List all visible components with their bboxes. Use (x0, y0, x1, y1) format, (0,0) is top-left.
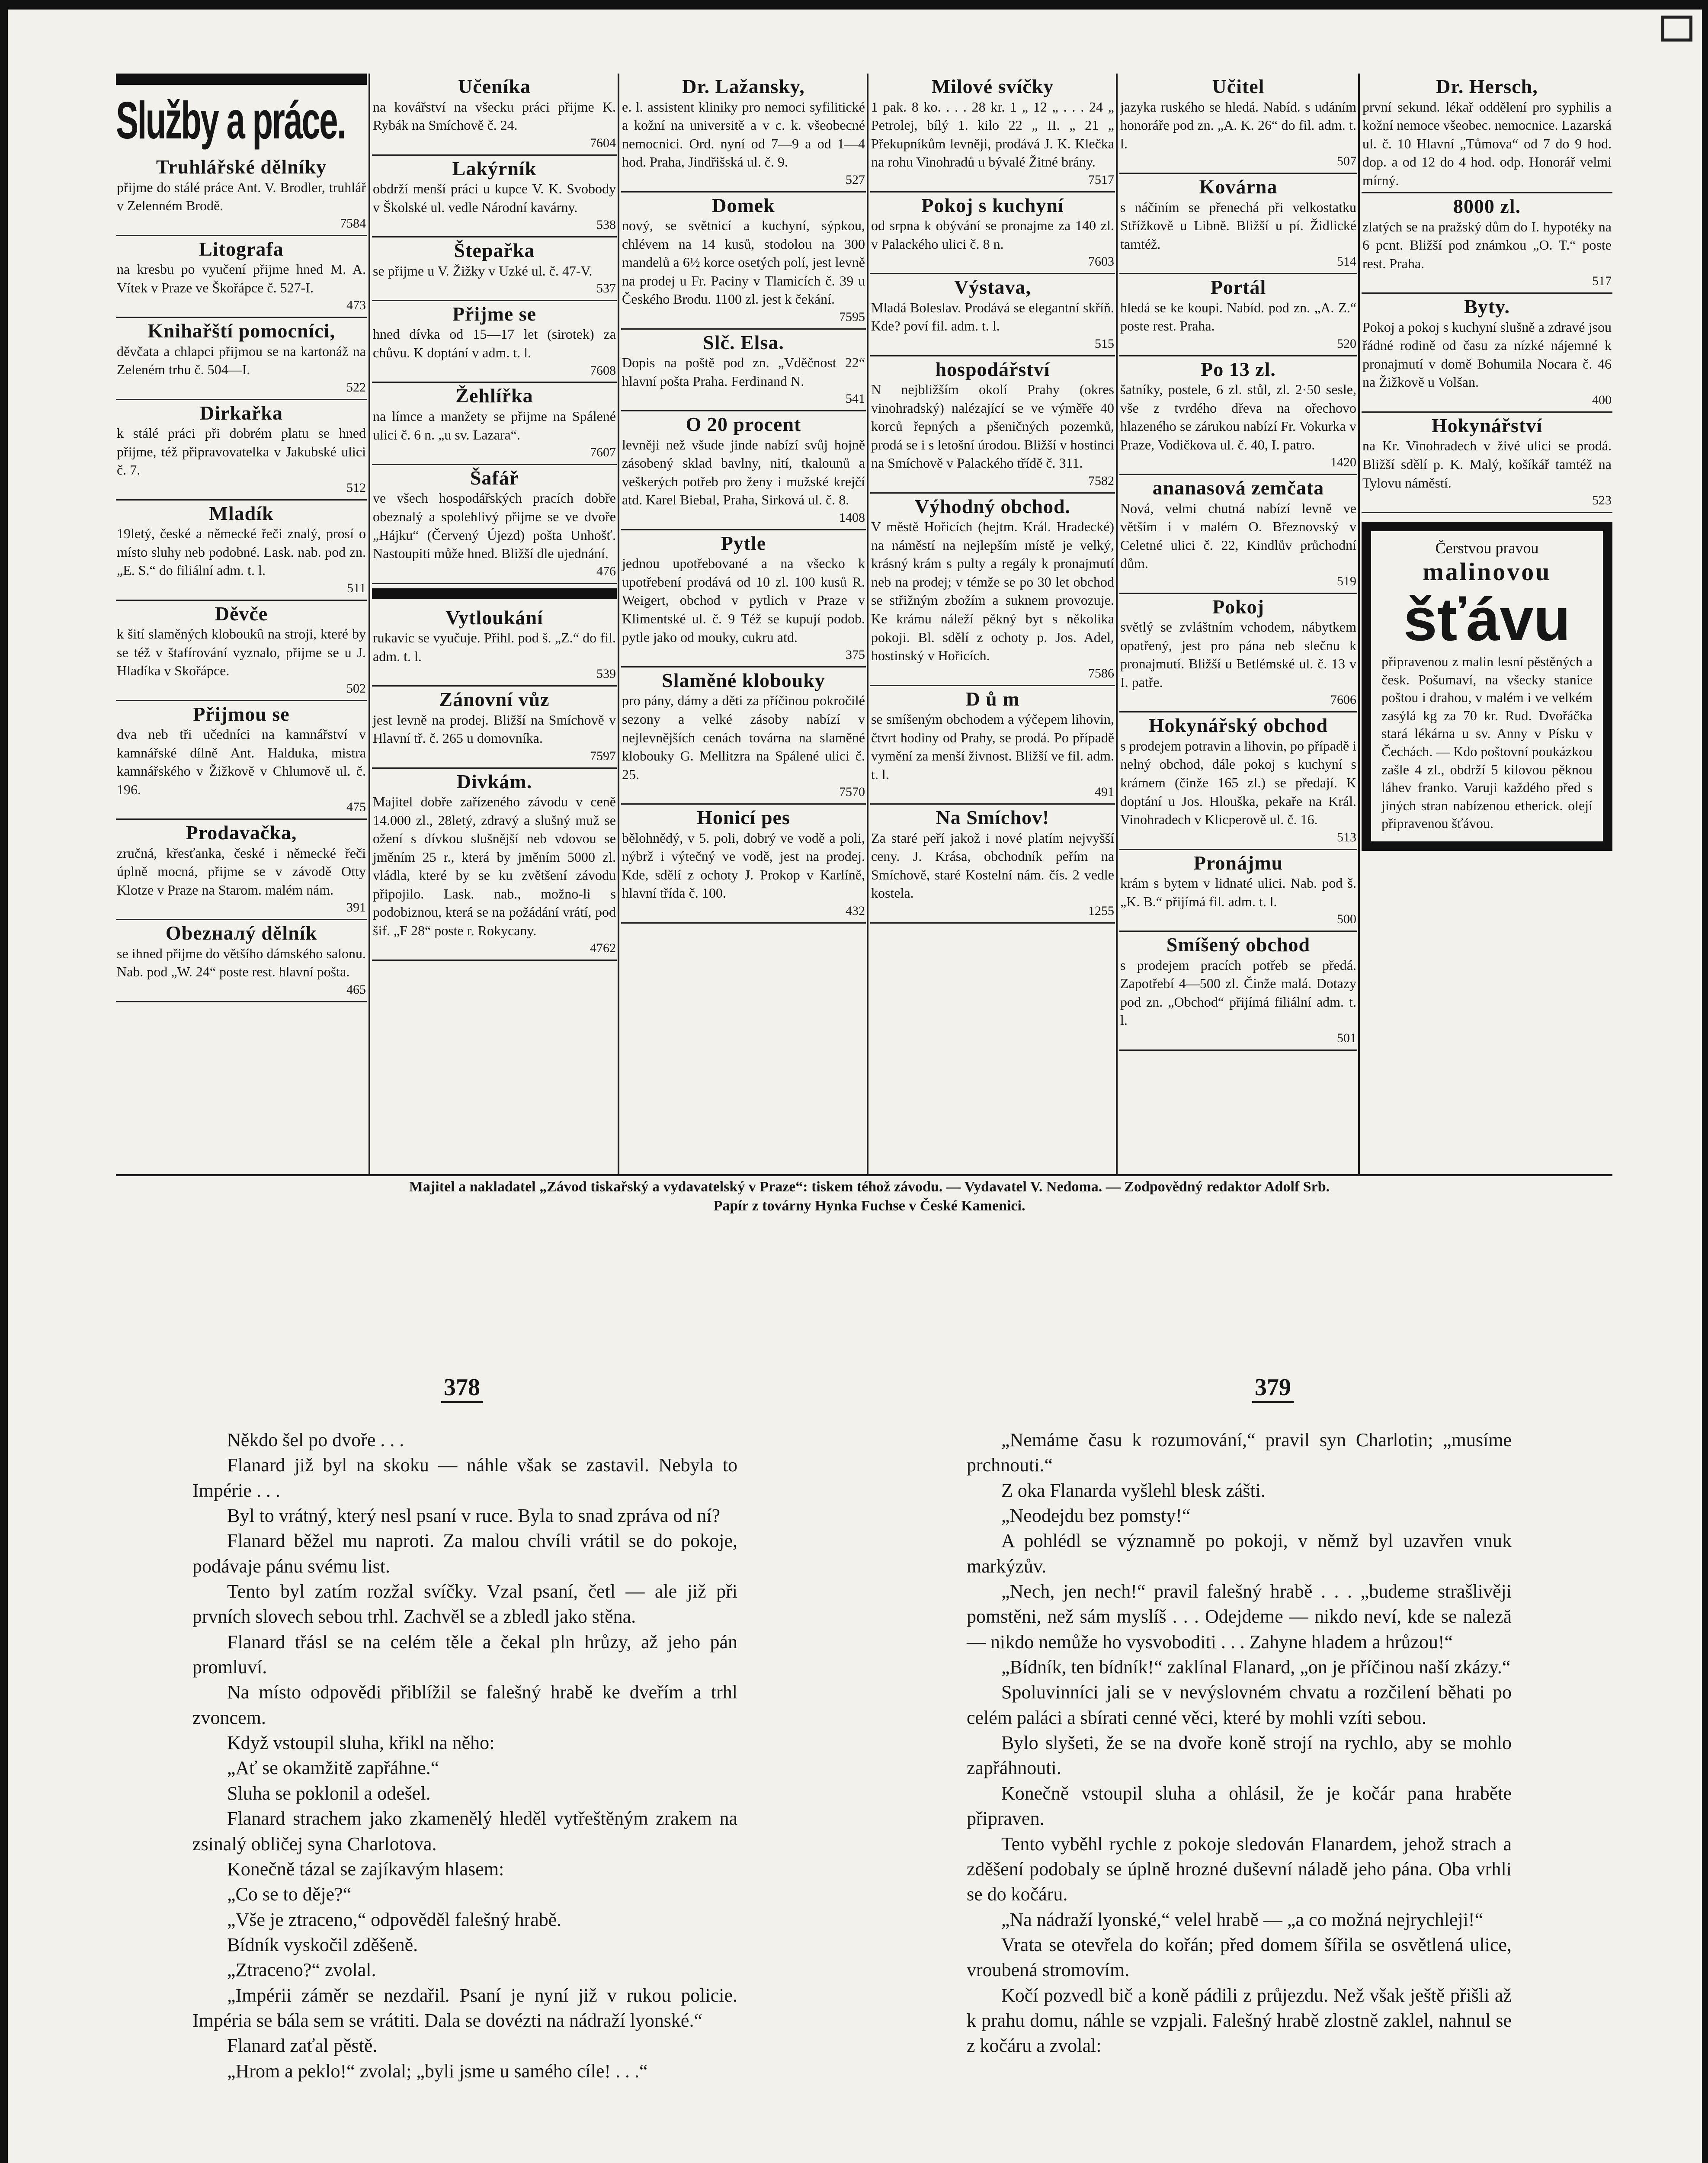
classified-ad (1119, 594, 1357, 713)
story-paragraph: Flanard zaťal pěstě. (227, 2035, 378, 2057)
classified-ad (372, 74, 617, 156)
ad-title: Knihařští pomocníci, (147, 320, 336, 342)
ad-code: 7517 (1088, 172, 1114, 187)
ad-title: Vytloukání (445, 606, 543, 629)
classified-ad (870, 74, 1115, 193)
story-paragraph: Někdo šel po dvoře . . . (227, 1429, 404, 1451)
story-paragraph: „Ztraceno?“ zvolal. (227, 1959, 376, 1981)
ad-text: V městě Hořicích (hejtm. Král. Hradecké) na náměstí na nejlepším místě je velký, krásný krám s pulty a regály k pronajmutí neb na prodej; v témže se po 30 let obchod se střižným zbožím a suknem provozuje. Ke krámu náleží pěkný byt s několika pokoji. Bl. sdělí z ochoty p. Jos. Adel, hostinský v Hořicích. (871, 519, 1114, 664)
story-paragraph: Spoluvinníci jali se v nevýslovném chvatu a rozčilení běhati po celém paláci a sbírati cenné věci, které by mohli vzíti sebou. (967, 1682, 1512, 1728)
ad-body (1120, 380, 1356, 471)
story-paragraph: „Na nádraží lyonské,“ velel hrabě — „a co možná nejrychleji!“ (1001, 1909, 1484, 1930)
classified-ad (372, 383, 617, 465)
classified-ad (372, 687, 617, 769)
ad-code: 507 (1337, 154, 1356, 169)
ad-text: na Kr. Vinohradech v živé ulici se prodá. Bližší sdělí p. K. Malý, košíkář tamtéž na Tylovu náměstí. (1362, 438, 1612, 491)
column-rule (867, 74, 868, 1175)
ad-title: ananasová zemčata (1152, 477, 1324, 499)
ad-code: 517 (1592, 274, 1612, 289)
ad-text: Za staré peří jakož i nové platím nejvyšší ceny. J. Krása, obchodník peřím na Smíchově, staré Kostelní nám. čís. 2 vedle kostela. (871, 830, 1114, 901)
story-paragraph: Když vstoupil sluha, křikl na něho: (227, 1732, 495, 1754)
ad-code: 519 (1337, 574, 1356, 588)
story-paragraph: Tento vyběhl rychle z pokoje sledován Flanardem, jehož strach a zděšení podobaly se úplně hrozné duševní náladě jeho pána. Oba vrhli se do kočáru. (967, 1833, 1512, 1905)
ad-text: s prodejem potravin a lihovin, po případě i nelný obchod, dále pokoj s kuchyní s krámem (činže 165 zl.) se předají. K doptání u Jos. Hlouška, pekaře na Král. Vinohradech v Klicperově ul. č. 16. (1120, 738, 1356, 828)
ad-code: 7582 (1088, 473, 1114, 488)
imprint-line-2: Papír z továrny Hynka Fuchse v České Kamenici. (713, 1198, 1025, 1214)
ad-body (373, 180, 616, 234)
ad-text: N nejbližším okolí Prahy (okres vinohradský) nalézající se ve výměře 40 korců řepných a pšeničných pozemků, prodá se i s letošní úrodou. Bližší v hostinci na Smíchově v Palackého třídě č. 311. (871, 382, 1114, 471)
ad-body (871, 98, 1114, 189)
ad-body (117, 342, 366, 396)
ad-code: 7586 (1088, 666, 1114, 680)
ad-code: 400 (1592, 393, 1612, 407)
classified-ad (116, 820, 367, 920)
imprint-footer (130, 1178, 1609, 1216)
classified-ad (372, 769, 617, 961)
ad-title: Přijmou se (193, 703, 290, 725)
scan-border-left (0, 0, 8, 2163)
ad-code: 514 (1337, 254, 1356, 269)
ad-body (1120, 198, 1356, 271)
ad-text: se ihned přijme do většího dámského salonu. Nab. pod „W. 24“ poste rest. hlavní pošta. (117, 945, 366, 980)
ad-body (373, 489, 616, 580)
ad-title: Lakýrník (452, 157, 537, 180)
ad-text: bělohnědý, v 5. poli, dobrý ve vodě a poli, nýbrž i výtečný ve vodě, jest na prodej. Kde, sdělí z ochoty J. Prokop v Karlíně, hlavní třída č. 100. (622, 830, 865, 901)
ad-title: Dirkařka (200, 401, 283, 424)
ad-code: 7595 (839, 309, 865, 324)
ad-title: Dr. Hersch, (1436, 75, 1538, 97)
ad-code: 7606 (1330, 693, 1356, 707)
ad-title: Učeníka (458, 75, 531, 97)
ad-title: Děvče (215, 602, 268, 625)
ad-body (871, 298, 1114, 353)
story-paragraph: „Vše je ztraceno,“ odpověděl falešný hrabě. (227, 1909, 562, 1930)
ad-text: hned dívka od 15—17 let (sirotek) za chůvu. K doptání v adm. t. l. (373, 326, 616, 361)
ad-body (1120, 874, 1356, 928)
ad-body (373, 262, 616, 297)
classified-ad (116, 154, 367, 236)
ad-code: 7584 (340, 216, 366, 231)
raspberry-juice-ad (1362, 522, 1612, 851)
ad-body (622, 353, 865, 408)
ad-title: Milové svíčky (931, 75, 1054, 97)
ad-body (1362, 318, 1612, 409)
ad-text: na kresbu po vyučení přijme hned M. A. Vítek v Praze ve Škořápce č. 527-I. (117, 261, 366, 295)
story-paragraph: „Bídník, ten bídník!“ zaklínal Flanard, „on je příčinou naší zkázy.“ (1001, 1656, 1511, 1678)
ad-body (117, 178, 366, 232)
ad-body (622, 554, 865, 664)
ad-text: s prodejem pracích potřeb se předá. Zapotřebí 4—500 zl. Činže malá. Dotazy pod zn. „Obchod“ přijímá filiální adm. t. l. (1120, 957, 1356, 1028)
ad-title: Slaměné klobouky (662, 669, 825, 691)
ad-code: 511 (347, 581, 366, 595)
classified-ad (621, 668, 866, 805)
ad-code: 4762 (590, 941, 616, 956)
ad-text: dva neb tři učedníci na kamnářství v kamnářské dílně Ant. Halduka, mistra kamnářského v Žižkově v Chlumově ul. č. 196. (117, 726, 366, 797)
ad-column-2 (372, 74, 617, 1175)
column-rule (369, 74, 370, 1175)
ad-title: Prodavačka, (186, 822, 297, 844)
classified-ad (1119, 932, 1357, 1051)
ad-text: Mladá Boleslav. Prodává se elegantní skříň. Kde? poví fil. adm. t. l. (871, 299, 1114, 334)
ad-body (1362, 436, 1612, 509)
story-paragraph: Konečně tázal se zajíkavým hlasem: (227, 1858, 504, 1880)
classified-ad (870, 686, 1115, 805)
classified-ad (372, 156, 617, 238)
ad-text: pro pány, dámy a děti za příčinou pokročilé sezony a velké zásoby nabízí v nejlevnějších cenách továrna na slaměné klobouky G. Mellitzra na Spálené ulici č. 25. (622, 693, 865, 782)
ad-body (1362, 98, 1612, 190)
ad-code: 520 (1337, 336, 1356, 351)
ad-code: 473 (346, 298, 366, 313)
ad-title: Divkám. (456, 770, 532, 793)
classified-ad (1362, 193, 1612, 294)
ad-title: Pronájmu (1193, 851, 1283, 874)
ad-title: Hokynářství (1431, 414, 1543, 436)
ad-body (871, 829, 1114, 920)
ad-title: Učitel (1212, 75, 1265, 97)
ad-text: levněji než všude jinde nabízí svůj hojně zásobený sklad bavlny, nití, tkalounů a veškerých potřeb pro ženy i mužské krejčí atd. Karel Biebal, Praha, Sirková ul. č. 8. (622, 436, 865, 508)
ad-body (117, 625, 366, 697)
ad-body (1120, 298, 1356, 353)
ad-title: Litografa (199, 237, 284, 260)
classified-ad (116, 236, 367, 318)
ad-code: 538 (596, 218, 616, 232)
boxed-ad-top: Čerstvou pravou (1435, 539, 1539, 557)
ad-body (622, 98, 865, 189)
ad-body (622, 829, 865, 920)
classified-ad (1119, 174, 1357, 274)
classified-ad (621, 411, 866, 530)
scan-border-top (0, 0, 1708, 10)
ad-text: obdrží menší práci u kupce V. K. Svobody v Školské ul. vedle Národní kavárny. (373, 181, 616, 215)
ad-body (871, 710, 1114, 801)
ad-text: se přijme u V. Žižky v Uzké ul. č. 47-V. (373, 263, 593, 279)
classified-ad (621, 330, 866, 412)
ad-title: Truhlářské dělníky (156, 156, 327, 178)
ad-text: Majitel dobře zařízeného závodu v ceně 14.000 zl., 28letý, zdravý a slušný muž se ožení s dívkou slušnější neb vdovou se jměním 25 r., která by jměním 5000 zl. vládla, které by se ku zvětšení závodu připojilo. Lask. nab., možno-li s podobiznou, která se na požádání vrátí, pod šif. „F 28“ poste r. Rokycany. (373, 794, 616, 938)
ad-code: 501 (1337, 1030, 1356, 1045)
ad-code: 7608 (590, 363, 616, 378)
ad-title: Šafář (470, 466, 519, 489)
ad-code: 7604 (590, 135, 616, 150)
classified-ad (1119, 74, 1357, 174)
classified-ad (870, 356, 1115, 494)
ad-title: hospodářství (935, 358, 1050, 380)
ad-text: děvčata a chlapci přijmou se na kartonáž na Zeleném trhu č. 504—I. (117, 343, 366, 378)
ad-text: zlatých se na pražský dům do I. hypotéky na 6 pcnt. Bližší pod známkou „O. T.“ poste rest. Praha. (1362, 218, 1612, 271)
ad-text: jest levně na prodej. Bližší na Smíchově v Hlavní tř. č. 265 u domovníka. (373, 712, 616, 746)
ad-title: Zánovní vůz (439, 688, 550, 711)
classified-ad (621, 805, 866, 924)
ad-body (117, 944, 366, 998)
ad-title: Smíšený obchod (1166, 934, 1311, 956)
scan-border-right (1702, 0, 1708, 2163)
classified-ad (116, 400, 367, 501)
ad-body (117, 524, 366, 597)
ad-text: 19letý, české a německé řeči znalý, prosí o místo sluhy neb podobné. Lask. nab. pod zn. „E. S.“ do filiální adm. t. l. (117, 526, 366, 578)
ad-code: 476 (596, 564, 616, 578)
ad-body (871, 380, 1114, 490)
classified-ad (1119, 712, 1357, 850)
ad-text: světlý se zvláštním vchodem, nábytkem opatřený, jest pro pána neb slečnu k pronajmutí. Bližší u Betlémské ul. č. 13 v I. patře. (1120, 619, 1356, 690)
story-paragraph: „Nech, jen nech!“ pravil falešný hrabě . . . „budeme strašlivěji pomstěni, než sám myslíš . . . Odejdeme — nikdo neví, kde se naleză — nikdo nemůže ho vysvoboditi . . . Zahyne hladem a hrůzou!“ (967, 1581, 1512, 1653)
ad-text: na kovářství na všecku práci přijme K. Rybák na Smíchově č. 24. (373, 99, 616, 133)
ad-code: 7603 (1088, 254, 1114, 269)
classified-ad (116, 701, 367, 820)
classified-ad (372, 605, 617, 687)
ad-text: 1 pak. 8 ko. . . . 28 kr. 1 „ 12 „ . . . 24 „ Petrolej, bílý 1. kilo 22 „ II. „ 21 „ Překupníkům levněji, prodává J. K. Klečka na rohu Vinohradů u bývalé Žitné brány. (871, 99, 1114, 170)
classified-ad (621, 193, 866, 330)
ad-body (373, 629, 616, 683)
ad-title: Kovárna (1199, 176, 1278, 198)
boxed-ad-body: připravenou z malin lesní pěstěných a česk. Pošumaví, na všecky stanice poštou i drahou, v malém i ve velkém zasýlá kg za 70 kr. Rud. Dvořáčka stará lékárna u sv. Anny v Písku v Čechách. — Kdo poštovní poukázkou zašle 4 zl., obdrží 5 kilovou pěknou láhev franko. Varuji každého před s jiných stran nabízenou etherick. olejí připravenou šťávou. (1381, 653, 1593, 831)
ad-text: od srpna k obývání se pronajme za 140 zl. v Palackého ulici č. 8 n. (871, 218, 1114, 252)
story-paragraph: Kočí pozvedl bič a koně pádili z průjezdu. Než však ještě přišli až k prahu domu, náhle se vzpjali. Falešný hrabě zlostně zaklel, nahnul se z kočáru a zvolal: (967, 1984, 1512, 2057)
boxed-ad-mid: malinovou (1423, 557, 1551, 586)
classified-ad (116, 920, 367, 1002)
ad-body (622, 691, 865, 801)
classified-ad (1119, 475, 1357, 594)
ad-code: 491 (1095, 785, 1114, 799)
classified-ad (621, 74, 866, 193)
ad-text: se smíšeným obchodem a výčepem lihovin, čtvrt hodiny od Prahy, se prodá. Po případě vymění za menší živnost. Bližší ve fil. adm. t. l. (871, 711, 1114, 782)
ad-code: 515 (1095, 336, 1114, 351)
ad-body (1120, 956, 1356, 1047)
classified-ad (1362, 294, 1612, 413)
ad-body (373, 325, 616, 379)
ad-code: 475 (346, 800, 366, 815)
ad-title: Po 13 zl. (1201, 358, 1276, 380)
ad-text: Nová, velmi chutná nabízí levně ve větším i v malém O. Březnovský v Celetné ulici č. 22, Kindlův průchodní dům. (1120, 500, 1356, 571)
ad-code: 522 (346, 380, 366, 395)
ad-column-5 (1119, 74, 1357, 1175)
story-paragraph: Tento byl zatím rozžal svíčky. Vzal psaní, četl — ale již při prvních slovech sebou trhl. Zachvěl se a zbledl jako stěna. (192, 1581, 737, 1627)
ad-code: 465 (346, 982, 366, 997)
ad-title: Hokynářský obchod (1148, 714, 1328, 737)
ad-text: šatníky, postele, 6 zl. stůl, zl. 2·50 sesle, vše z tvrdého dřeva na ořechovo hlazeného se zárukou nabízí Fr. Vokurka v Praze, Vodičkova ul. č. 40, I. patro. (1120, 382, 1356, 452)
ad-code: 7607 (590, 445, 616, 460)
ad-body (373, 793, 616, 957)
ad-body (117, 844, 366, 917)
story-paragraph: „Impérii záměr se nezdařil. Psaní je nyní již v rukou policie. Impéria se bála sem se vrátiti. Dala se dovézti na nádraží lyonské.“ (192, 1984, 737, 2031)
imprint-line-1: Majitel a nakladatel „Závod tiskařský a vydavatelský v Praze“: tiskem téhož závodu. — Vydavatel V. Nedoma. — Zodpovědný redaktor Adolf Srb. (409, 1179, 1330, 1195)
ad-title: Portál (1210, 276, 1266, 298)
ad-code: 500 (1337, 912, 1356, 927)
ad-title: Domek (712, 194, 775, 216)
masthead-bar (116, 74, 367, 85)
ad-text: přijme do stálé práce Ant. V. Brodler, truhlář v Zelenném Brodě. (117, 179, 366, 214)
ad-code: 541 (846, 392, 865, 406)
story-paragraph: Konečně vstoupil sluha a ohlásil, že je kočár pana hraběte připraven. (967, 1782, 1512, 1829)
classified-ad (372, 237, 617, 301)
ad-title: Výhodný obchod. (914, 495, 1071, 517)
section-masthead: Služby a práce. (116, 91, 346, 150)
ad-text: Dopis na poště pod zn. „Vděčnost 22“ hlavní pošta Praha. Ferdinand N. (622, 355, 865, 389)
ad-body (871, 216, 1114, 270)
story-page-left (192, 1428, 737, 2084)
ad-body (1120, 618, 1356, 709)
column-rule (618, 74, 619, 1175)
ad-title: Přijme se (452, 302, 537, 325)
ad-title: Na Smíchov! (936, 806, 1050, 829)
ad-column-1 (116, 74, 367, 1175)
ad-text: jednou upotřebované a na všecko k upotřebení prodává od 10 zl. 100 kusů R. Weigert, obchod v pytlich v Praze v Klimentské ul. č. 9 Též se kupují podob. pytle jako od mouky, cukru atd. (622, 555, 865, 645)
ad-title: D ů m (965, 687, 1020, 710)
ad-body (373, 407, 616, 461)
ad-body (1120, 98, 1356, 170)
ad-body (1120, 499, 1356, 590)
story-paragraph: Bídník vyskočil zděšeně. (227, 1934, 418, 1955)
classified-ad (1362, 413, 1612, 513)
ad-text: ve všech hospodářských pracích dobře obeznalý a spolehlivý přijme se ve dvoře „Hájku“ (Červený Újezd) pošta Unhošť. Nastoupiti může hned. Bližší dle ujednání. (373, 490, 616, 562)
page-number-right: 379 (1252, 1374, 1294, 1403)
ads-bottom-rule (116, 1174, 1612, 1176)
story-paragraph: Flanard již byl na skoku — náhle však se zastavil. Nebyla to Impérie . . . (192, 1454, 737, 1501)
ad-text: rukavic se vyučuje. Přihl. pod š. „Z.“ do fil. adm. t. l. (373, 630, 616, 664)
ad-code: 7597 (590, 748, 616, 763)
ad-text: zručná, křesťanka, české i německé řeči úplně mocná, přijme se v závodě Otty Klotze v Praze na Starom. malém nám. (117, 845, 366, 898)
story-paragraph: „Co se to děje?“ (227, 1884, 352, 1905)
story-paragraph: „Nemáme času k rozumování,“ pravil syn Charlotin; „musíme prchnouti.“ (967, 1429, 1512, 1476)
ad-text: s náčiním se přenechá při velkostatku Střížkově u Libně. Bližší u pí. Židlické tamtéž. (1120, 199, 1356, 252)
ad-title: Štepařka (454, 239, 535, 261)
ad-column-4 (870, 74, 1115, 1175)
ad-text: první sekund. lékař oddělení pro syphilis a kožní nemoce všeobec. nemocnice. Lazarská ul. č. 10 Hlavní „Tůmova“ od 7 do 9 hod. dop. a od 12 do 4 hod. odp. Honorář velmi mírný. (1362, 99, 1612, 188)
ad-code: 1420 (1330, 455, 1356, 470)
classified-ad (372, 465, 617, 584)
ad-code: 502 (346, 681, 366, 696)
ad-title: Pokoj s kuchyní (921, 194, 1064, 216)
classified-ad (870, 193, 1115, 275)
ad-title: Výstava, (954, 276, 1031, 298)
classified-ad (1362, 74, 1612, 193)
ad-code: 527 (846, 172, 865, 187)
ad-text: krám s bytem v lidnaté ulici. Nab. pod š. „K. B.“ přijímá fil. adm. t. l. (1120, 875, 1356, 909)
ad-title: Slč. Elsa. (703, 331, 784, 353)
story-paragraph: Z oka Flanarda vyšlehl blesk zášti. (1001, 1479, 1266, 1501)
column-rule (1116, 74, 1118, 1175)
classified-ad (116, 601, 367, 701)
story-paragraph: „Ať se okamžitě zapřáhne.“ (227, 1757, 439, 1779)
story-paragraph: „Neodejdu bez pomsty!“ (1001, 1505, 1191, 1527)
classified-ad (870, 494, 1115, 686)
ad-title: Mladík (209, 502, 274, 524)
ad-body (117, 424, 366, 497)
ad-body (373, 711, 616, 765)
story-paragraph: Vrata se otevřela do kořán; před domem šířila se osvětlená ulice, vroubená stromovím. (967, 1934, 1512, 1981)
ad-text: k šití slaměných kloboukû na stroji, které by se též v štafírování vyznalo, přijme se u J. Hladíka v Skořápce. (117, 626, 366, 679)
ad-title: Obezналý dělník (165, 922, 317, 944)
ad-text: jazyka ruského se hledá. Nabíd. s udáním honoráře pod zn. „A. K. 26“ do fil. adm. t. l. (1120, 99, 1356, 151)
story-paragraph: Bylo slyšeti, že se na dvoře koně strojí na rychlo, aby se mohlo zapřáhnouti. (967, 1732, 1512, 1779)
ad-body (1120, 737, 1356, 846)
classified-ad (116, 501, 367, 601)
ad-body (117, 725, 366, 816)
classified-ad (1119, 356, 1357, 475)
ad-code: 537 (596, 281, 616, 296)
boxed-ad-headline: šťávu (1403, 585, 1571, 653)
ad-body (622, 436, 865, 526)
ad-title: Žehlířka (455, 385, 533, 407)
story-paragraph: Flanard strachem jako zkamenělý hleděl vytřeštěným zrakem na zsinalý obličej syna Charlotova. (192, 1808, 737, 1855)
page-number-left: 378 (441, 1374, 483, 1403)
story-paragraph: Flanard běžel mu naproti. Za malou chvíli vrátil se do pokoje, podávaje pánu svému list. (192, 1530, 737, 1577)
ad-text: k stálé práci při dobrém platu se hned přijme, též připravovatelka v Jakubské ulici č. 7. (117, 425, 366, 478)
ad-code: 1255 (1088, 903, 1114, 918)
column-rule (1358, 74, 1360, 1175)
classified-ad (621, 530, 866, 668)
classified-ad (1119, 850, 1357, 932)
ad-body (871, 517, 1114, 682)
story-page-right (967, 1428, 1512, 2059)
ad-body (1362, 218, 1612, 290)
story-paragraph: Byl to vrátný, který nesl psaní v ruce. Byla to snad zpráva od ní? (227, 1505, 721, 1527)
story-paragraph: A pohlédl se významně po pokoji, v němž byl uzavřen vnuk markýzův. (967, 1530, 1512, 1577)
ad-text: nový, se světnicí a kuchyní, sýpkou, chlévem na 14 kusů, stodolou na 300 mandelů a 6½ korce osetých polí, jest levně na prodej u Fr. Paciny v Tlamicích č. 39 u Českého Brodu. 1100 zl. jest k čekání. (622, 218, 865, 307)
ad-text: hledá se ke koupi. Nabíd. pod zn. „A. Z.“ poste rest. Praha. (1120, 299, 1356, 334)
ad-title: Honicí pes (697, 806, 790, 829)
story-paragraph: „Hrom a peklo!“ zvolal; „byli jsme u samého cíle! . . .“ (227, 2060, 648, 2082)
classified-ads-section (116, 74, 1612, 1175)
ad-code: 432 (846, 903, 865, 918)
story-paragraph: Na místo odpovědi přiblížil se falešný hrabě ke dveřím a trhl zvoncem. (192, 1682, 737, 1728)
ad-column-6 (1362, 74, 1612, 1175)
classified-ad (870, 805, 1115, 924)
classified-ad (116, 318, 367, 400)
ad-code: 512 (346, 480, 366, 495)
ad-code: 523 (1592, 493, 1612, 508)
ad-text: na límce a manžety se přijme na Spálené ulici č. 6 n. „u sv. Lazara“. (373, 408, 616, 443)
ad-body (373, 98, 616, 152)
story-paragraph: Flanard třásl se na celém těle a čekal pln hrůzy, až jeho pán promluví. (192, 1631, 737, 1678)
ad-title: O 20 procent (686, 413, 801, 436)
ad-code: 513 (1337, 830, 1356, 844)
ad-title: Dr. Lažansky, (682, 75, 805, 97)
corner-mark (1661, 16, 1692, 42)
ad-title: Byty. (1464, 295, 1510, 318)
ad-code: 7570 (839, 785, 865, 799)
classified-ad (870, 274, 1115, 356)
classified-ad (1119, 274, 1357, 356)
ad-column-3 (621, 74, 866, 1175)
section-divider-bar (372, 588, 617, 599)
ad-code: 391 (346, 900, 366, 915)
ad-code: 375 (846, 648, 865, 662)
ad-title: 8000 zl. (1453, 195, 1521, 218)
classified-ad (372, 301, 617, 383)
ad-text: Pokoj a pokoj s kuchyní slušně a zdravé jsou řádné rodině od času za nízké nájemné k pronajmutí v domě Bohumila Nocara č. 46 na Žižkově u Volšan. (1362, 319, 1612, 390)
ad-code: 539 (596, 667, 616, 681)
ad-title: Pytle (721, 532, 766, 554)
ad-text: e. l. assistent kliniky pro nemoci syfilitické a kožní na universitě a v c. k. všeobecné nemocnici. Ord. nyní od 7—9 a od 1—4 hod. Praha, Jindřišská ul. č. 9. (622, 99, 865, 170)
ad-title: Pokoj (1212, 595, 1264, 618)
story-paragraph: Sluha se poklonil a odešel. (227, 1782, 431, 1804)
ad-code: 1408 (839, 510, 865, 525)
ad-body (117, 260, 366, 314)
ad-body (622, 216, 865, 326)
